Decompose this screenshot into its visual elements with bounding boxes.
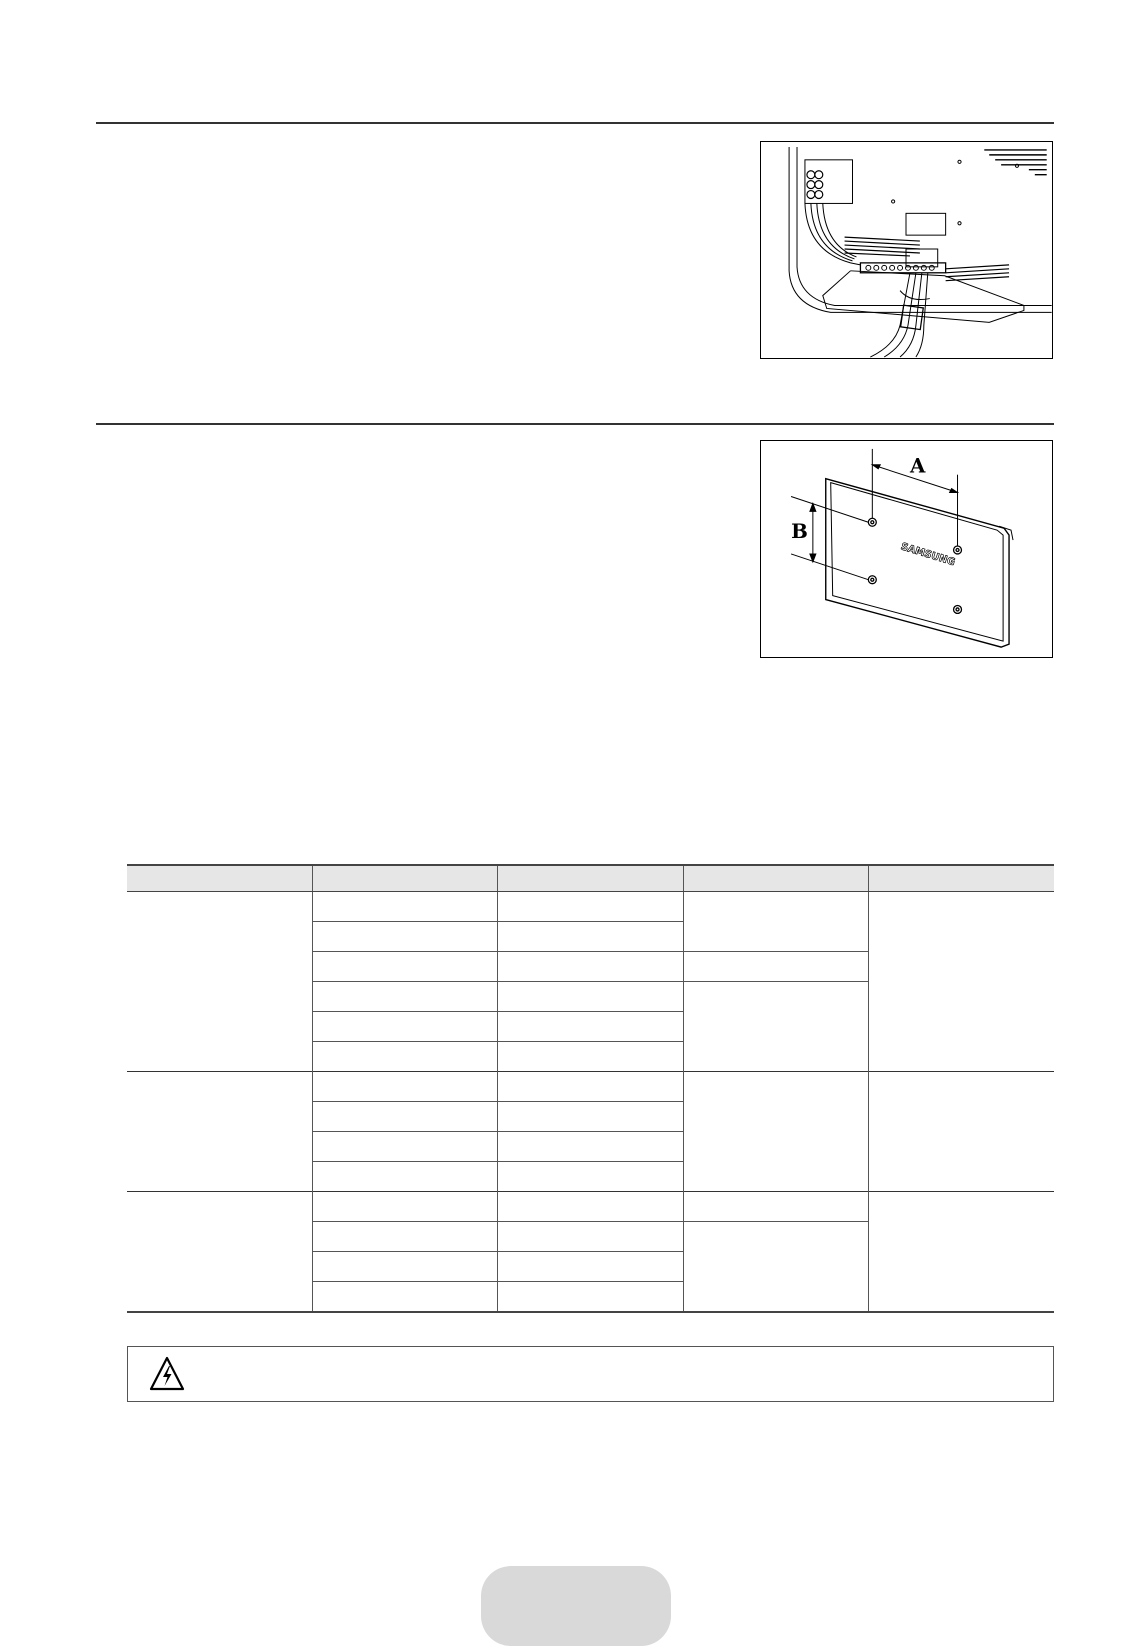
table-cell: [497, 1012, 683, 1042]
samsung-logo: SAMSUNG: [899, 541, 957, 569]
table-cell: [868, 1072, 1054, 1192]
table-cell: [312, 892, 497, 922]
table-cell: [312, 922, 497, 952]
table-header-cell: [683, 865, 868, 892]
table-cell: [312, 1012, 497, 1042]
cable-management-figure: [760, 141, 1053, 359]
table-cell: [497, 1072, 683, 1102]
table-cell: [683, 982, 868, 1072]
table-cell: [312, 1042, 497, 1072]
table-cell: [312, 1192, 497, 1222]
tv-wall-mount-holes-icon: [761, 441, 1052, 657]
high-voltage-warning-icon: [148, 1355, 186, 1393]
table-cell: [312, 1132, 497, 1162]
table-cell: [312, 1252, 497, 1282]
table-cell: [127, 1072, 312, 1192]
dimension-a-label: A: [909, 453, 926, 478]
table-header-cell: [312, 865, 497, 892]
table-cell: [683, 1192, 868, 1222]
section-divider-top: [96, 122, 1054, 124]
table-cell: [497, 1132, 683, 1162]
table-cell: [497, 1162, 683, 1192]
table-cell: [497, 892, 683, 922]
table-cell: [683, 892, 868, 952]
warning-box: [127, 1346, 1054, 1402]
table-header-cell: [868, 865, 1054, 892]
tv-rear-stand-cable-icon: [761, 142, 1052, 358]
table-cell: [497, 1042, 683, 1072]
table-cell: [683, 1222, 868, 1312]
wall-mount-spec-table: [127, 864, 1054, 1313]
table-cell: [868, 1192, 1054, 1312]
table-cell: [312, 1162, 497, 1192]
wall-mount-dimensions-figure: [760, 440, 1053, 658]
dimension-b-label: B: [791, 519, 808, 544]
table-header-cell: [497, 865, 683, 892]
table-cell: [497, 982, 683, 1012]
table-cell: [127, 892, 312, 1072]
table-cell: [312, 1072, 497, 1102]
section-divider-middle: [96, 423, 1054, 425]
table-row: [127, 1072, 1054, 1102]
table-header-cell: [127, 865, 312, 892]
table-cell: [497, 952, 683, 982]
table-row: [127, 1192, 1054, 1222]
table-cell: [312, 1222, 497, 1252]
table-cell: [127, 1192, 312, 1312]
table-cell: [683, 1072, 868, 1192]
table-cell: [868, 892, 1054, 1072]
table-cell: [497, 1222, 683, 1252]
table-header-row: [127, 865, 1054, 892]
table-cell: [497, 1252, 683, 1282]
page-number-tab: [481, 1566, 671, 1646]
table-cell: [497, 1192, 683, 1222]
table-cell: [312, 952, 497, 982]
table-cell: [497, 1282, 683, 1312]
table-cell: [683, 952, 868, 982]
table-row: [127, 892, 1054, 922]
table-cell: [497, 922, 683, 952]
table-cell: [312, 1102, 497, 1132]
table-cell: [312, 1282, 497, 1312]
table-cell: [312, 982, 497, 1012]
table-cell: [497, 1102, 683, 1132]
